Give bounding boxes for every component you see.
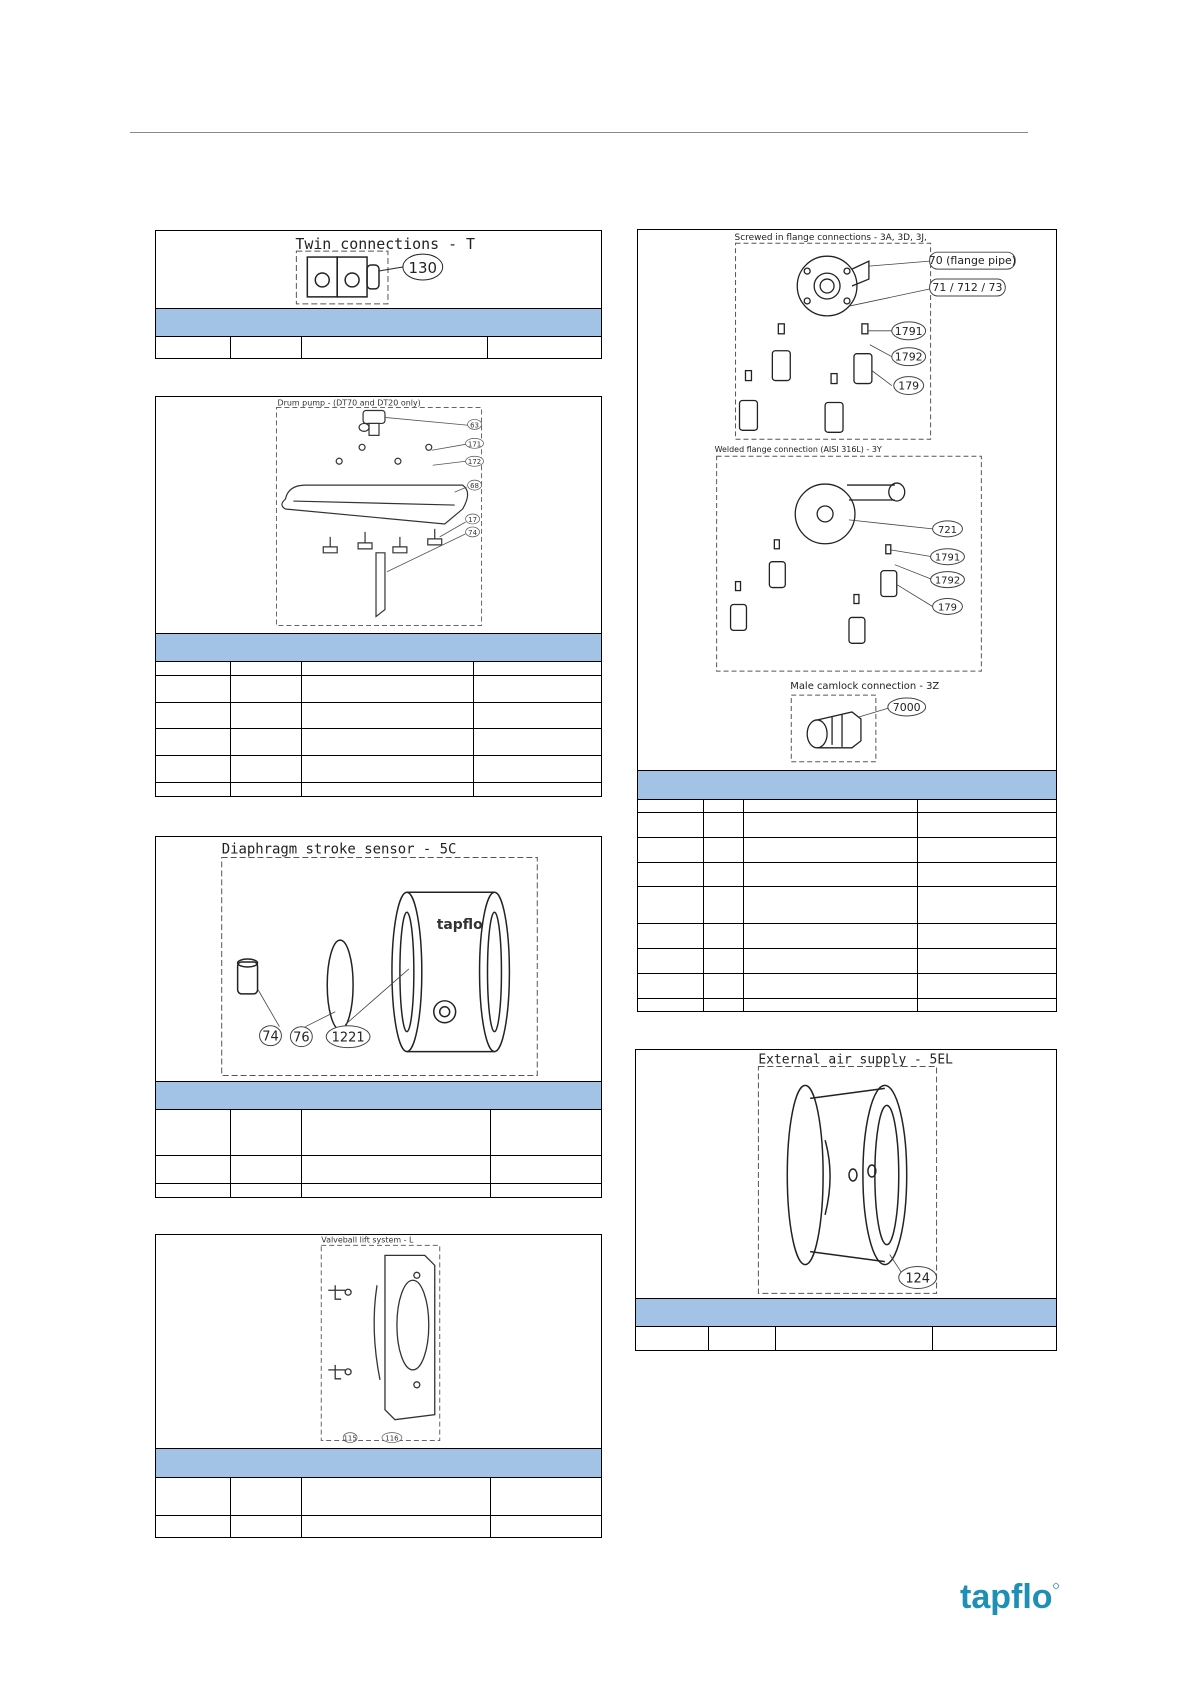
tapflo-logo <box>960 1578 1060 1618</box>
callout-116: 116 <box>385 1434 399 1443</box>
table-row <box>638 812 1056 837</box>
panel-drum-pump <box>155 396 602 797</box>
callout-1792: 1792 <box>934 575 961 587</box>
table-row <box>638 837 1056 862</box>
callout-172: 172 <box>467 458 482 467</box>
table-header-bar <box>636 1298 1056 1327</box>
table-row <box>638 974 1056 999</box>
parts-table <box>156 1478 601 1537</box>
table-row <box>638 998 1056 1011</box>
panel-twin-connections <box>155 230 602 359</box>
callout-124: 124 <box>905 1271 930 1287</box>
panel-valveball-lift <box>155 1234 602 1538</box>
callout-1791: 1791 <box>894 324 923 338</box>
table-row <box>156 1110 601 1155</box>
callout-74: 74 <box>468 528 478 537</box>
table-row <box>156 756 601 783</box>
tapflo-embossed: tapflo <box>436 917 483 934</box>
table-row <box>156 337 601 358</box>
callout-171: 171 <box>467 440 482 449</box>
table-row <box>156 729 601 756</box>
callout-115: 115 <box>343 1434 357 1443</box>
stroke-title: Diaphragm stroke sensor - 5C <box>221 841 457 858</box>
welded-title: Welded flange connection (AISI 316L) - 3Y <box>714 445 882 455</box>
screwed-title: Screwed in flange connections - 3A, 3D, 3J, <box>734 233 927 244</box>
twin-connections-drawing <box>156 231 601 308</box>
table-row <box>156 783 601 796</box>
callout-70-flange-pipe: 70 (flange pipe) <box>928 254 1017 268</box>
table-row <box>156 702 601 729</box>
twin-title: Twin connections - T <box>295 235 476 254</box>
callout-68: 68 <box>470 482 479 491</box>
callout-7000: 7000 <box>892 700 921 714</box>
parts-table <box>156 1110 601 1197</box>
table-row <box>156 675 601 702</box>
table-row <box>156 1478 601 1515</box>
table-row <box>638 862 1056 887</box>
callout-1221: 1221 <box>331 1030 365 1046</box>
air-supply-drawing <box>636 1050 1056 1298</box>
callout-130: 130 <box>408 258 438 277</box>
flange-drawing <box>638 230 1056 770</box>
table-header-bar <box>638 770 1056 800</box>
table-row <box>156 1515 601 1537</box>
drum-pump-drawing <box>156 397 601 633</box>
parts-table <box>638 800 1056 1011</box>
callout-71-712-73: 71 / 712 / 73 <box>932 281 1003 294</box>
panel-external-air-supply <box>635 1049 1057 1351</box>
callout-74: 74 <box>262 1029 279 1045</box>
parts-table <box>156 337 601 358</box>
callout-17: 17 <box>468 515 478 524</box>
table-header-bar <box>156 1081 601 1110</box>
table-row <box>638 924 1056 949</box>
stroke-sensor-drawing <box>156 837 601 1081</box>
header-rule <box>130 132 1028 133</box>
callout-179: 179 <box>898 379 920 393</box>
table-row <box>156 662 601 675</box>
parts-table <box>156 662 601 796</box>
callout-721: 721 <box>938 524 958 536</box>
table-row <box>638 887 1056 924</box>
callout-63: 63 <box>470 421 479 430</box>
table-row <box>638 949 1056 974</box>
panel-flange-connections <box>637 229 1057 1012</box>
callout-1791: 1791 <box>934 552 961 564</box>
parts-table <box>636 1327 1056 1350</box>
camlock-title: Male camlock connection - 3Z <box>790 681 940 693</box>
air-title: External air supply - 5EL <box>758 1052 953 1068</box>
table-row <box>156 1183 601 1197</box>
callout-76: 76 <box>293 1030 310 1046</box>
drum-title: Drum pump - (DT70 and DT20 only) <box>277 398 421 408</box>
table-row <box>638 800 1056 812</box>
table-header-bar <box>156 308 601 337</box>
table-row <box>636 1327 1056 1350</box>
valveball-drawing <box>156 1235 601 1448</box>
valveball-title: Valveball lift system - L <box>321 1235 414 1245</box>
panel-stroke-sensor <box>155 836 602 1198</box>
table-header-bar <box>156 1448 601 1478</box>
svg-text:tapflo: tapflo <box>960 1578 1053 1616</box>
callout-179: 179 <box>938 602 958 614</box>
table-row <box>156 1155 601 1183</box>
callout-1792: 1792 <box>894 350 923 364</box>
table-header-bar <box>156 633 601 662</box>
twin-connection-part <box>307 257 379 297</box>
